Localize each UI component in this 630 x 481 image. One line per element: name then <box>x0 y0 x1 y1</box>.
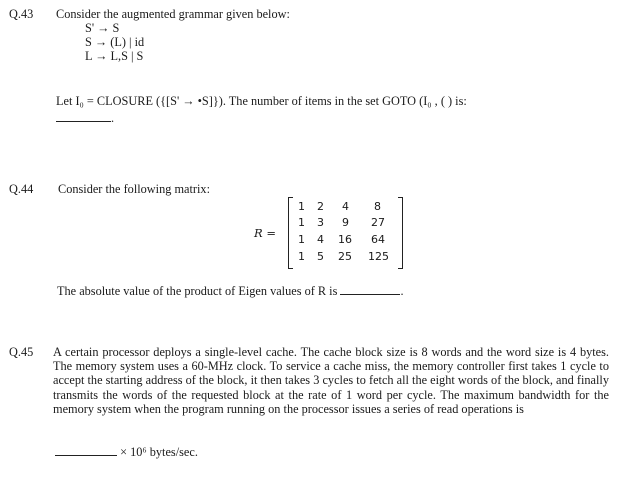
matrix-cell: 1 <box>298 250 305 263</box>
matrix-cell: 125 <box>368 250 389 263</box>
q45-answer-line <box>55 444 198 459</box>
matrix-cell: 27 <box>371 216 385 229</box>
q43-prompt: Consider the augmented grammar given below: <box>56 7 290 21</box>
matrix-cell: 1 <box>298 233 305 246</box>
grammar-rule: L → L,S | S <box>85 49 144 63</box>
matrix-cell: 8 <box>374 200 381 213</box>
matrix-cell: 5 <box>317 250 324 263</box>
matrix-cell: 25 <box>338 250 352 263</box>
matrix-label: R = <box>254 226 276 240</box>
matrix-cell: 9 <box>342 216 349 229</box>
answer-end: . <box>111 111 115 125</box>
q45-number: Q.45 <box>9 345 34 359</box>
matrix-cell: 3 <box>317 216 324 229</box>
matrix-cell: 4 <box>317 233 324 246</box>
matrix-cell: 1 <box>298 216 305 229</box>
matrix-row <box>289 216 402 230</box>
q43-grammar <box>85 21 144 63</box>
matrix-cell: 64 <box>371 233 385 246</box>
answer-blank <box>340 283 400 295</box>
q44-prompt: Consider the following matrix: <box>58 182 210 196</box>
matrix-cell: 1 <box>298 200 305 213</box>
q43-number: Q.43 <box>9 7 34 21</box>
q44-question: The absolute value of the product of Eigen values of R is <box>57 284 338 298</box>
q43-answer-line <box>56 110 114 125</box>
answer-blank <box>55 444 117 456</box>
matrix-cell: 4 <box>342 200 349 213</box>
grammar-rule: S → (L) | id <box>85 35 145 49</box>
matrix-row <box>289 250 402 264</box>
q44-question-line <box>57 283 404 298</box>
q44-number: Q.44 <box>9 182 34 196</box>
matrix-r <box>288 197 403 269</box>
answer-blank <box>56 110 111 122</box>
matrix-row <box>289 233 402 247</box>
grammar-rule: S' → S <box>85 21 120 35</box>
matrix-cell: 16 <box>338 233 352 246</box>
answer-end: . <box>400 284 404 298</box>
matrix-cell: 2 <box>317 200 324 213</box>
matrix-row <box>289 200 402 214</box>
q43-question: Let I₀ = CLOSURE ({[S' → •S]}). The number of items in the set GOTO (I₀ , ( ) is: <box>56 94 467 108</box>
q45-text: A certain processor deploys a single-level cache. The cache block size is 8 words and the word size is 4 bytes. The memory system uses a 60-MHz clock. To service a cache miss, the memory controller first takes 1 cycle to accept the starting address of the block, it then takes 3 cycles to fetch all the eight words of the block, and finally transmits the words of the requested block at the rate of 1 word per cycle. The maximum bandwidth for the memory system when the program running on the processor issues a series of read operations is <box>53 345 609 416</box>
q45-answer-suffix: × 10⁶ bytes/sec. <box>120 445 198 459</box>
